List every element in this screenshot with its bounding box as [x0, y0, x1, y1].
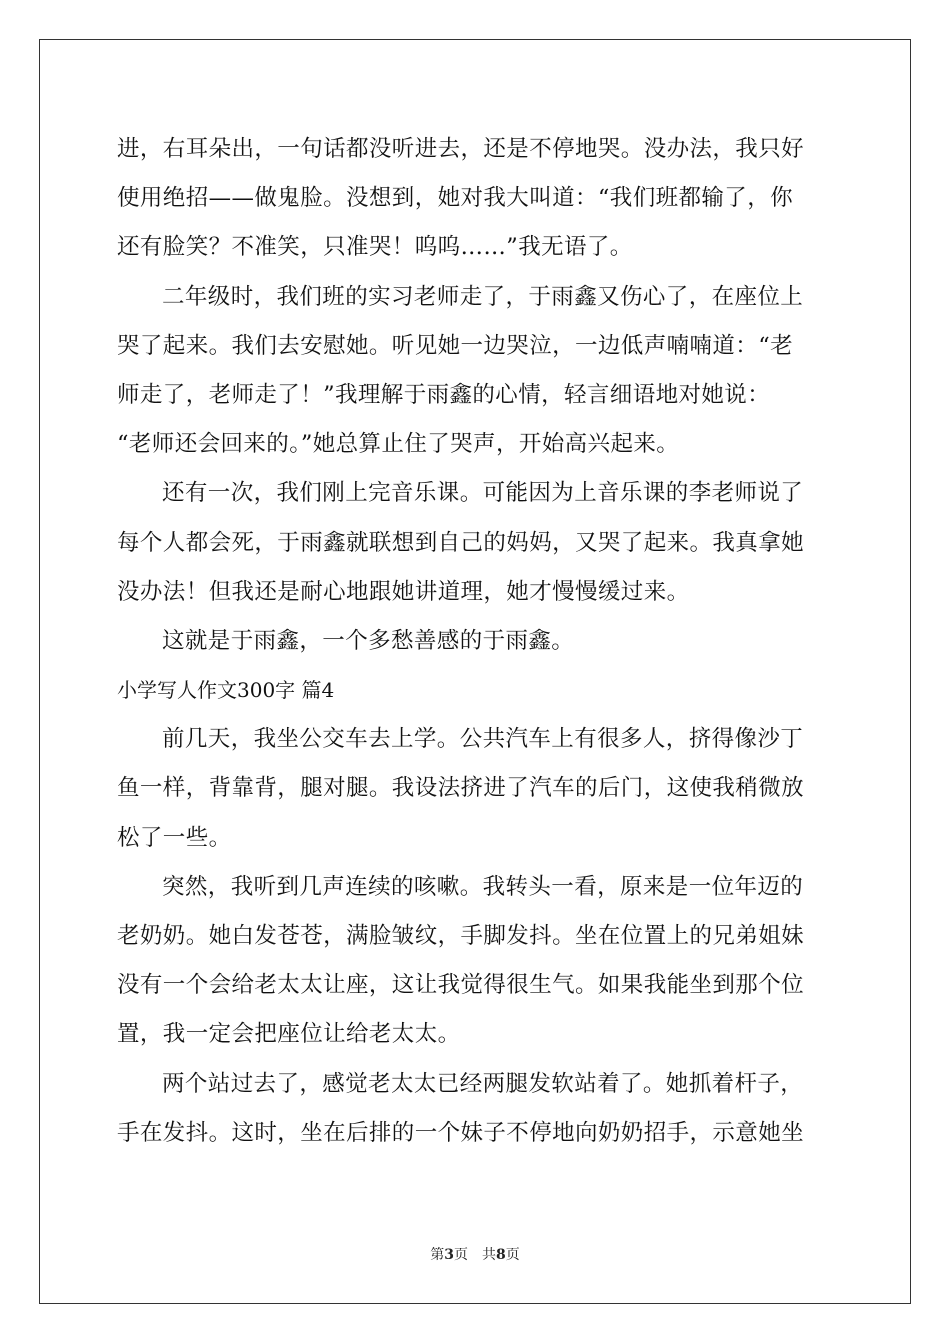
document-body [117, 125, 835, 1158]
text-line: 二年级时，我们班的实习老师走了，于雨鑫又伤心了，在座位上 [162, 283, 804, 310]
text-line: 哭了起来。我们去安慰她。听见她一边哭泣，一边低声喃喃道：“老 [117, 332, 794, 359]
footer-total-pages: 8 [496, 1247, 506, 1263]
text-line: 没有一个会给老太太让座，这让我觉得很生气。如果我能坐到那个位 [117, 972, 805, 999]
footer-middle: 页 共 [454, 1247, 496, 1263]
text-line: 两个站过去了，感觉老太太已经两腿发软站着了。她抓着杆子， [162, 1070, 804, 1097]
text-line: 松了一些。 [117, 824, 232, 851]
text-line: 没办法！但我还是耐心地跟她讲道理，她才慢慢缓过来。 [117, 578, 690, 605]
text-line: 还有一次，我们刚上完音乐课。可能因为上音乐课的李老师说了 [162, 480, 804, 507]
text-line: 进，右耳朵出，一句话都没听进去，还是不停地哭。没办法，我只好 [117, 136, 805, 162]
text-line: 使用绝招——做鬼脸。没想到，她对我大叫道：“我们班都输了，你 [117, 185, 794, 212]
footer-page-number: 3 [444, 1247, 454, 1263]
text-line: 突然，我听到几声连续的咳嗽。我转头一看，原来是一位年迈的 [162, 873, 804, 900]
text-line: 每个人都会死，于雨鑫就联想到自己的妈妈，又哭了起来。我真拿她 [117, 529, 805, 556]
text-line: 前几天，我坐公交车去上学。公共汽车上有很多人，挤得像沙丁 [162, 726, 804, 753]
text-line: 这就是于雨鑫，一个多愁善感的于雨鑫。 [162, 627, 575, 654]
footer-suffix: 页 [505, 1247, 520, 1263]
text-line: “老师还会回来的。”她总算止住了哭声，开始高兴起来。 [117, 431, 680, 458]
text-line: 老奶奶。她白发苍苍，满脸皱纹，手脚发抖。坐在位置上的兄弟姐妹 [117, 923, 805, 949]
text-line: 鱼一样，背靠背，腿对腿。我设法挤进了汽车的后门，这使我稍微放 [117, 775, 805, 802]
text-line: 还有脸笑？不准笑，只准哭！呜呜……”我无语了。 [117, 234, 633, 261]
footer-prefix: 第 [430, 1247, 445, 1263]
text-line: 置，我一定会把座位让给老太太。 [117, 1021, 461, 1048]
text-line: 手在发抖。这时，坐在后排的一个妹子不停地向奶奶招手，示意她坐 [117, 1119, 805, 1146]
section-heading: 小学写人作文300字 篇4 [117, 678, 335, 703]
text-line: 师走了，老师走了！”我理解于雨鑫的心情，轻言细语地对她说： [117, 381, 771, 408]
page-footer [0, 1244, 950, 1264]
